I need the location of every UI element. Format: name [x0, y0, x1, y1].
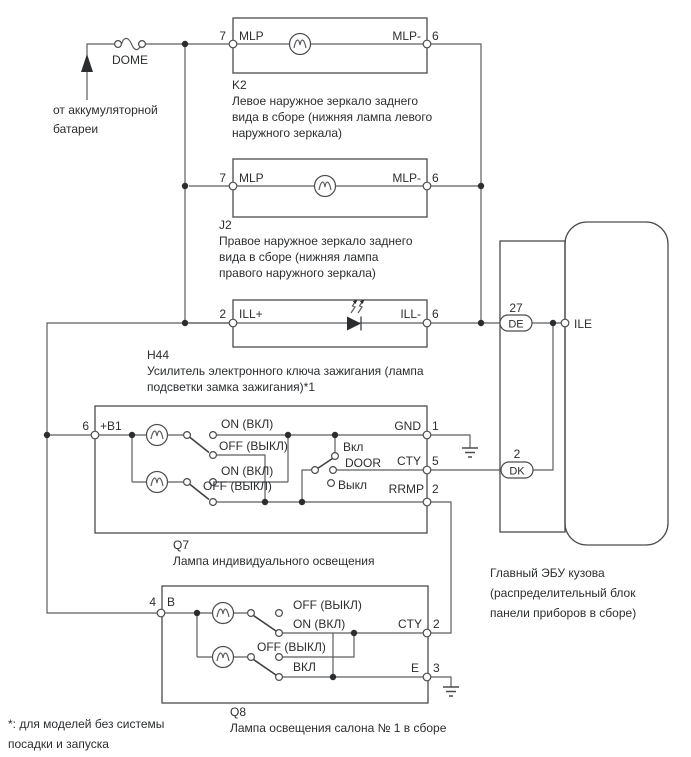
j2-pin-mlp-minus: MLP-: [392, 171, 421, 185]
k2-box: [233, 18, 427, 73]
q7-lamp1-icon: [147, 425, 168, 446]
j2-pin6-number: 6: [432, 171, 439, 185]
k2-id: K2: [232, 78, 247, 92]
footnote-line2: посадки и запуска: [8, 737, 109, 751]
h44-id: H44: [147, 348, 170, 362]
q8-pin-cty: CTY: [398, 617, 422, 631]
q8-pin2-number: 2: [433, 617, 440, 631]
q7-pin-b1: +B1: [100, 419, 122, 433]
q8-switch2-on-label: ВКЛ: [293, 660, 316, 674]
ecu-pin-dk: DK: [509, 465, 525, 478]
q7-desc: Лампа индивидуального освещения: [173, 554, 375, 568]
q7-lamp2-icon: [147, 472, 168, 493]
h44-pin-ill-plus: ILL+: [239, 307, 263, 321]
q8-pin-e: E: [410, 661, 419, 675]
ecu-pin27-number: 27: [509, 301, 523, 315]
q7-pin-rrmp: RRMP: [388, 482, 424, 496]
j2-lamp-icon: [315, 176, 336, 197]
h44-desc-line1: Усилитель электронного ключа зажигания (лампа: [147, 364, 424, 378]
k2-pin-mlp: MLP: [239, 29, 264, 43]
k2-desc-line3: наружного зеркала): [232, 126, 342, 140]
q7-door-label: DOOR: [345, 456, 381, 470]
junction-block-box: [500, 241, 565, 532]
battery-feed-arrow-icon: [81, 54, 93, 72]
j2-desc-line2: вида в сборе (нижняя лампа: [219, 250, 379, 264]
ecu-pin-de: DE: [508, 318, 524, 331]
q7-switch2-on-label: ON (ВКЛ): [221, 464, 274, 478]
k2-pin6-number: 6: [432, 29, 439, 43]
q7-pin-gnd: GND: [394, 419, 421, 433]
q8-lamp1-icon: [213, 603, 234, 624]
q8-switch1-blade: [254, 616, 277, 632]
j2-pin-mlp: MLP: [239, 171, 264, 185]
ecu-desc-line2: (распределительный блок: [490, 586, 636, 600]
ground-icon: [462, 448, 478, 457]
q8-pin-b: B: [167, 595, 176, 609]
q7-switch1-on-label: ON (ВКЛ): [221, 417, 274, 431]
j2-id: J2: [219, 218, 232, 232]
ground-icon: [443, 687, 459, 696]
body-ecu-box: [565, 222, 668, 545]
q8-desc: Лампа освещения салона № 1 в сборе: [230, 721, 447, 735]
q7-pin2-number: 2: [432, 482, 439, 496]
ecu-pin2-number: 2: [513, 447, 521, 461]
q7-door-on-label: Вкл: [343, 440, 364, 454]
ecu-pin-ile: ILE: [574, 317, 593, 331]
q8-switch1-off-label: OFF (ВЫКЛ): [293, 598, 362, 612]
q8-lamp2-icon: [213, 647, 234, 668]
q7-pin-cty: CTY: [397, 454, 421, 468]
k2-desc-line2: вида в сборе (нижняя лампа левого: [232, 110, 433, 124]
q7-id: Q7: [173, 538, 190, 552]
h44-pin6-number: 6: [432, 307, 439, 321]
battery-label-line1: от аккумуляторной: [53, 103, 158, 117]
q7-switch1-blade: [190, 437, 210, 453]
q7-door-off-label: Выкл: [338, 478, 368, 492]
fuse-label: DOME: [112, 53, 148, 67]
h44-pin2-number: 2: [219, 307, 226, 321]
k2-lamp-icon: [290, 34, 311, 55]
footnote-line1: *: для моделей без системы: [8, 717, 165, 731]
led-icon: [347, 300, 365, 331]
k2-pin7-number: 7: [219, 29, 226, 43]
q7-pin6-number: 6: [82, 419, 89, 433]
h44-pin-ill-minus: ILL-: [400, 307, 421, 321]
q8-id: Q8: [230, 705, 247, 719]
h44-desc-line2: подсветки замка зажигания)*1: [147, 380, 316, 394]
k2-desc-line1: Левое наружное зеркало заднего: [232, 94, 419, 108]
ecu-desc-line3: панели приборов в сборе): [490, 606, 637, 620]
labels: [8, 29, 636, 751]
ecu-desc-line1: Главный ЭБУ кузова: [490, 566, 605, 580]
battery-label-line2: батареи: [53, 122, 99, 136]
q8-switch1-on-label: ON (ВКЛ): [293, 617, 346, 631]
j2-pin7-number: 7: [219, 171, 226, 185]
q7-pin5-number: 5: [432, 454, 439, 468]
q8-switch2-off-label: OFF (ВЫКЛ): [257, 640, 326, 654]
q7-pin1-number: 1: [432, 419, 439, 433]
q7-switch2-off-label: OFF (ВЫКЛ): [203, 479, 272, 493]
k2-pin-mlp-minus: MLP-: [392, 29, 421, 43]
q7-door-switch-blade: [318, 459, 333, 469]
q8-pin4-number: 4: [149, 595, 156, 609]
q8-pin3-number: 3: [433, 661, 440, 675]
q7-switch1-off-label: OFF (ВЫКЛ): [219, 439, 288, 453]
j2-desc-line3: правого наружного зеркала): [219, 266, 376, 280]
j2-desc-line1: Правое наружное зеркало заднего: [219, 234, 413, 248]
q8-switch2-blade: [254, 660, 277, 676]
